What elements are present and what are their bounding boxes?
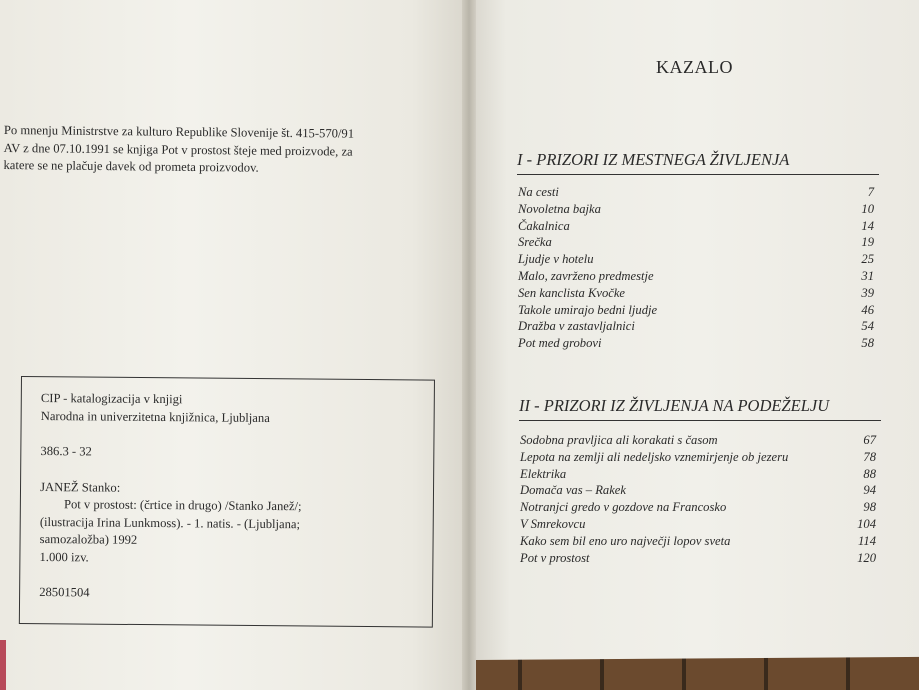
toc-entry-title: Na cesti [518, 185, 559, 199]
toc-entry [520, 516, 876, 533]
cip-record [39, 390, 421, 605]
toc-entry-title: Notranjci gredo v gozdove na Francosko [520, 500, 727, 515]
toc-entry-page: 31 [861, 268, 874, 283]
toc-entry-title: Pot v prostost [520, 550, 590, 565]
toc-entry [520, 499, 876, 516]
toc-entry-title: Pot med grobovi [518, 336, 602, 351]
toc-entry-page: 7 [867, 185, 874, 199]
toc-list [520, 432, 876, 566]
section-rule [517, 174, 879, 175]
toc-entry-title: Čakalnica [518, 218, 570, 233]
notice-line: Po mnenju Ministrstve za kulturo Republike Slovenije št. 415-570/91 [3, 122, 355, 141]
toc-entry-page: 94 [863, 483, 876, 498]
toc-entry-page: 46 [861, 302, 874, 317]
toc-entry [520, 550, 876, 567]
toc-entry [518, 201, 874, 218]
book-gutter [462, 0, 476, 690]
section-heading: I - PRIZORI IZ MESTNEGA ŽIVLJENJA [517, 150, 790, 169]
toc-entry-page: 78 [863, 449, 876, 464]
toc-entry [520, 432, 876, 449]
toc-entry-title: Srečka [518, 235, 552, 250]
cip-id-number: 28501504 [39, 584, 90, 600]
toc-entry-title: Lepota na zemlji ali nedeljsko vznemirjenje ob jezeru [520, 449, 789, 464]
toc-entry-title: Novoletna bajka [518, 201, 601, 216]
toc-entry-page: 114 [858, 533, 876, 548]
toc-entry [518, 335, 874, 352]
cip-description-line: samozaložba) 1992 [39, 531, 138, 547]
cip-udc: 386.3 - 32 [40, 443, 92, 459]
toc-entry-title: Ljudje v hotelu [518, 252, 594, 267]
toc-entry-title: Elektrika [520, 466, 567, 481]
notice-line: AV z dne 07.10.1991 se knjiga Pot v prostost šteje med proizvode, za [3, 140, 353, 159]
cip-description-line: 1.000 izv. [39, 549, 89, 564]
toc-entry-page: 120 [857, 550, 876, 565]
toc-entry-page: 88 [863, 466, 876, 481]
toc-entry-title: Takole umirajo bedni ljudje [518, 302, 658, 317]
toc-entry [518, 268, 874, 285]
toc-entry-title: Malo, zavrženo predmestje [518, 268, 654, 283]
cip-header: CIP - katalogizacija v knjigi [40, 390, 183, 407]
toc-entry [518, 234, 874, 251]
toc-entry-title: Kako sem bil eno uro največji lopov sveta [520, 533, 731, 548]
red-object-edge [0, 640, 6, 690]
toc-entry-title: Sodobna pravljica ali korakati s časom [520, 433, 718, 447]
tax-notice [3, 122, 434, 179]
toc-entry-page: 54 [861, 319, 874, 334]
toc-entry [518, 218, 874, 235]
toc-entry-page: 67 [863, 433, 876, 447]
toc-entry-title: Domača vas – Rakek [520, 483, 626, 498]
cip-library: Narodna in univerzitetna knjižnica, Ljubljana [40, 408, 270, 425]
toc-entry-page: 98 [863, 500, 876, 515]
notice-line: katere se ne plačuje davek od prometa proizvodov. [3, 157, 259, 175]
toc-entry-title: Dražba v zastavljalnici [518, 319, 635, 334]
toc-entry-page: 14 [861, 218, 874, 233]
toc-entry-page: 58 [861, 336, 874, 351]
toc-entry [518, 184, 874, 201]
toc-entry [520, 449, 876, 466]
toc-entry [520, 533, 876, 550]
toc-entry-page: 10 [861, 201, 874, 216]
toc-entry-title: V Smrekovcu [520, 516, 586, 531]
toc-entry-page: 19 [861, 235, 874, 250]
toc-entry-title: Sen kanclista Kvočke [518, 285, 626, 300]
cip-author: JANEŽ Stanko: [40, 479, 121, 495]
contents-title: KAZALO [656, 57, 733, 77]
toc-entry [518, 302, 874, 319]
toc-entry [518, 251, 874, 268]
section-heading: II - PRIZORI IZ ŽIVLJENJA NA PODEŽELJU [519, 396, 830, 415]
toc-entry [520, 466, 876, 483]
toc-entry [518, 318, 874, 335]
cip-description-line: (ilustracija Irina Lunkmoss). - 1. natis. - (Ljubljana; [39, 514, 301, 531]
toc-entry-page: 39 [861, 285, 874, 300]
toc-entry-page: 25 [861, 252, 874, 267]
toc-entry [518, 285, 874, 302]
toc-entry-page: 104 [857, 516, 876, 531]
toc-entry [520, 482, 876, 499]
section-rule [519, 420, 881, 421]
cip-description-line: Pot v prostost: (črtice in drugo) /Stanko Janež/; [63, 497, 302, 514]
toc-list [518, 184, 874, 352]
